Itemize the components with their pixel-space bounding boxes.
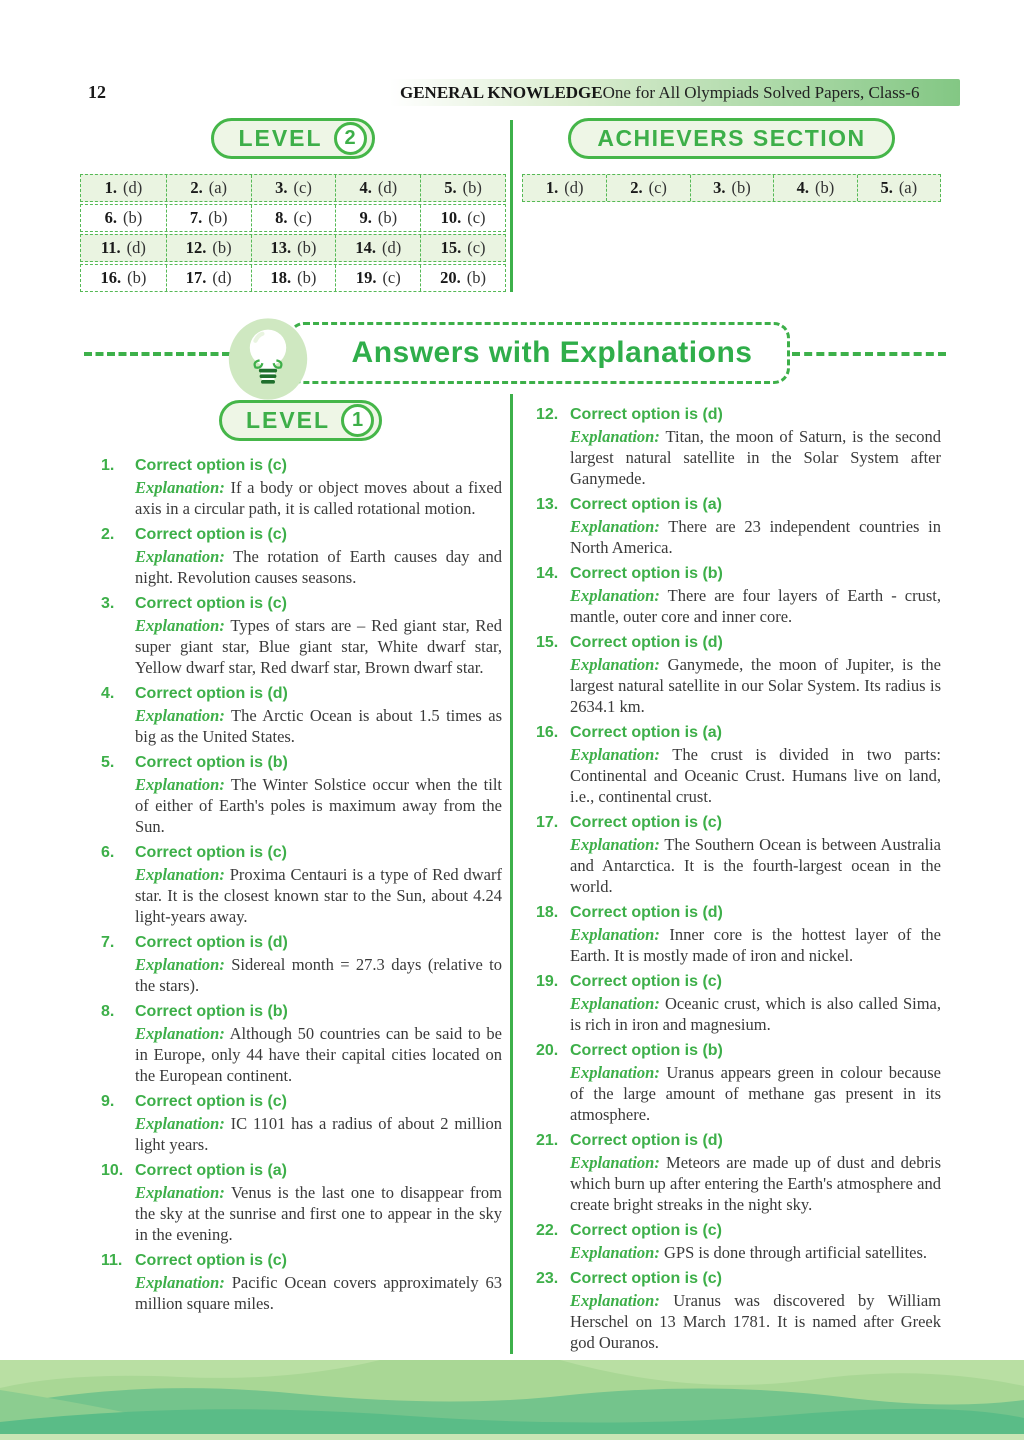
item-number: 14. <box>536 565 559 582</box>
item-number: 19. <box>536 973 559 990</box>
answer-number: 1. <box>104 178 117 197</box>
answer-cell <box>251 175 336 201</box>
item-number: 8. <box>101 1003 115 1020</box>
item-number: 16. <box>536 724 559 741</box>
banner-dash-left <box>84 352 230 356</box>
item-number: 5. <box>101 754 115 771</box>
correct-option-label: Correct option is (c) <box>570 1222 723 1239</box>
achievers-key-column <box>522 118 941 204</box>
answer-letter: (d) <box>126 238 146 257</box>
answer-letter: (d) <box>377 178 398 197</box>
explanation-paragraph <box>135 477 502 519</box>
item-number: 10. <box>101 1162 124 1179</box>
answer-key-row <box>80 174 506 202</box>
achievers-section-badge: ACHIEVERS SECTION <box>568 118 894 159</box>
explanation-paragraph <box>570 834 941 897</box>
answer-cell <box>251 265 336 291</box>
explanation-item <box>99 1091 502 1155</box>
correct-option-label: Correct option is (c) <box>135 457 288 474</box>
answer-letter: (c) <box>467 238 486 257</box>
explanation-paragraph <box>570 426 941 489</box>
column-divider-top <box>510 120 513 292</box>
answer-cell <box>251 205 336 231</box>
explanation-paragraph <box>135 546 502 588</box>
answer-letter: (b) <box>297 268 317 287</box>
explanation-label: Explanation: <box>135 547 225 566</box>
explanation-text: Ganymede, the moon of Jupiter, is the largest natural satellite in our Solar System. Its radius is 2634.1 km. <box>570 655 942 716</box>
correct-option-label: Correct option is (d) <box>570 634 723 651</box>
explanation-label: Explanation: <box>570 1063 660 1082</box>
explanation-text: If a body or object moves about a fixed axis in a circular path, it is called rotational motion. <box>135 478 503 518</box>
answer-letter: (c) <box>467 208 486 227</box>
answer-cell <box>166 175 251 201</box>
answer-number: 2. <box>630 178 643 197</box>
item-number: 6. <box>101 844 115 861</box>
answer-number: 17. <box>185 268 207 287</box>
answer-cell <box>523 175 606 201</box>
answer-letter: (d) <box>564 178 584 197</box>
correct-option-label: Correct option is (d) <box>570 1132 723 1149</box>
answer-cell <box>81 205 166 231</box>
answer-cell <box>81 235 166 261</box>
answer-letter: (b) <box>814 178 835 197</box>
explanation-label: Explanation: <box>570 427 660 446</box>
answer-number: 19. <box>355 268 377 287</box>
explanation-paragraph <box>135 1272 502 1314</box>
explanations-left-column <box>99 400 502 1319</box>
answer-letter: (b) <box>212 238 232 257</box>
explanation-label: Explanation: <box>570 586 660 605</box>
answer-key-row <box>80 234 506 262</box>
explanation-label: Explanation: <box>135 775 225 794</box>
item-number: 18. <box>536 904 559 921</box>
answer-number: 3. <box>275 178 288 197</box>
explanation-text: Pacific Ocean covers approximately 63 million square miles. <box>135 1273 503 1313</box>
correct-option-label: Correct option is (c) <box>135 526 288 543</box>
explanation-label: Explanation: <box>135 865 225 884</box>
item-number: 3. <box>101 595 115 612</box>
lightbulb-icon <box>226 316 310 402</box>
correct-option-label: Correct option is (a) <box>570 724 723 741</box>
explanation-label: Explanation: <box>135 1114 225 1133</box>
explanation-text: GPS is done through artificial satellites. <box>663 1243 928 1262</box>
answer-cell <box>420 175 505 201</box>
explanation-label: Explanation: <box>135 1024 225 1043</box>
answer-number: 15. <box>440 238 462 257</box>
answer-cell <box>335 265 420 291</box>
answer-letter: (b) <box>122 208 143 227</box>
explanation-item <box>534 902 941 966</box>
correct-option-label: Correct option is (c) <box>135 1252 288 1269</box>
explanation-text: Venus is the last one to disappear from the sky at the sunrise and first one to appear in the sky in the evening. <box>135 1183 503 1244</box>
explanation-paragraph <box>570 585 941 627</box>
item-number: 21. <box>536 1132 559 1149</box>
correct-option-label: Correct option is (c) <box>570 1270 723 1287</box>
explanation-paragraph <box>135 615 502 678</box>
explanation-paragraph <box>570 1242 941 1263</box>
answer-letter: (b) <box>462 178 482 197</box>
answer-cell <box>166 265 251 291</box>
item-number: 2. <box>101 526 115 543</box>
answer-number: 1. <box>545 178 559 197</box>
header-title-rest: One for All Olympiads Solved Papers, Class-6 <box>602 82 920 102</box>
explanation-item <box>99 1160 502 1245</box>
answer-letter: (d) <box>122 178 143 197</box>
banner-dash-right <box>792 352 946 356</box>
answer-letter: (b) <box>731 178 751 197</box>
correct-option-label: Correct option is (b) <box>135 754 288 771</box>
answer-cell <box>606 175 689 201</box>
answer-number: 20. <box>440 268 461 287</box>
answer-letter: (c) <box>293 178 312 197</box>
explanation-item <box>534 722 941 807</box>
explanation-label: Explanation: <box>135 478 225 497</box>
explanation-item <box>534 632 941 717</box>
bottom-wave-decoration <box>0 1360 1024 1440</box>
item-number: 12. <box>536 406 559 423</box>
explanation-paragraph <box>135 1113 502 1155</box>
answer-letter: (d) <box>212 268 232 287</box>
explanation-list <box>534 404 941 1353</box>
answer-number: 4. <box>359 178 372 197</box>
correct-option-label: Correct option is (d) <box>570 406 723 423</box>
explanation-paragraph <box>135 1023 502 1086</box>
answer-number: 18. <box>270 268 292 287</box>
explanation-label: Explanation: <box>135 955 225 974</box>
level-1-badge-label: LEVEL <box>245 407 331 433</box>
explanation-item <box>534 1220 941 1263</box>
explanation-item <box>99 932 502 996</box>
explanation-paragraph <box>570 516 941 558</box>
explanation-paragraph <box>135 774 502 837</box>
explanation-label: Explanation: <box>570 1153 660 1172</box>
level-2-badge <box>211 118 374 159</box>
answer-letter: (c) <box>293 208 312 227</box>
answer-number: 6. <box>104 208 117 227</box>
explanation-text: Types of stars are – Red giant star, Red super giant star, Blue giant star, White dwarf star, Yellow dwarf star, Red dwarf star, Brown dwarf star. <box>135 616 502 677</box>
explanation-label: Explanation: <box>135 616 225 635</box>
answer-cell <box>420 235 505 261</box>
explanation-item <box>99 842 502 927</box>
explanation-text: Uranus appears green in colour because of the large amount of methane gas present in its atmosphere. <box>570 1063 941 1124</box>
answer-number: 12. <box>185 238 207 257</box>
explanation-paragraph <box>135 954 502 996</box>
answer-cell <box>857 175 940 201</box>
explanation-item <box>99 455 502 519</box>
explanation-label: Explanation: <box>570 994 660 1013</box>
item-number: 20. <box>536 1042 559 1059</box>
explanation-label: Explanation: <box>570 925 660 944</box>
answer-key-row <box>80 204 506 232</box>
correct-option-label: Correct option is (c) <box>135 595 288 612</box>
answer-letter: (c) <box>648 178 667 197</box>
explanation-item <box>99 752 502 837</box>
explanation-text: Proxima Centauri is a type of Red dwarf star. It is the closest known star to the Sun, about 4.24 light-years away. <box>135 865 502 926</box>
explanation-text: Titan, the moon of Saturn, is the second largest natural satellite in the Solar System after Ganymede. <box>570 427 942 488</box>
answer-number: 5. <box>880 178 893 197</box>
answer-cell <box>81 265 166 291</box>
answer-number: 14. <box>355 238 376 257</box>
explanation-label: Explanation: <box>570 1291 660 1310</box>
explanation-paragraph <box>135 864 502 927</box>
explanation-paragraph <box>135 705 502 747</box>
correct-option-label: Correct option is (c) <box>135 1093 288 1110</box>
level-2-badge-number: 2 <box>334 122 367 155</box>
header-title-bold: GENERAL KNOWLEDGE <box>400 82 603 102</box>
answer-cell <box>773 175 856 201</box>
explanation-paragraph <box>570 924 941 966</box>
answer-letter: (a) <box>898 178 918 197</box>
correct-option-label: Correct option is (c) <box>135 844 288 861</box>
explanation-paragraph <box>570 744 941 807</box>
correct-option-label: Correct option is (a) <box>570 496 723 513</box>
answer-letter: (b) <box>377 208 398 227</box>
item-number: 13. <box>536 496 559 513</box>
answer-cell <box>81 175 166 201</box>
explanation-item <box>534 1040 941 1125</box>
explanation-item <box>534 404 941 489</box>
answer-number: 5. <box>444 178 457 197</box>
answer-cell <box>335 205 420 231</box>
answer-cell <box>251 235 336 261</box>
answer-number: 9. <box>359 208 372 227</box>
explanation-item <box>534 563 941 627</box>
page-number: 12 <box>88 82 106 102</box>
item-number: 1. <box>101 457 115 474</box>
level-1-badge-number: 1 <box>341 404 374 437</box>
answer-cell <box>420 205 505 231</box>
explanation-text: The rotation of Earth causes day and night. Revolution causes seasons. <box>135 547 502 587</box>
explanation-text: Uranus was discovered by William Herschel on 13 March 1781. It is named after Greek god Ouranos. <box>570 1291 942 1352</box>
correct-option-label: Correct option is (d) <box>135 685 288 702</box>
explanation-text: Although 50 countries can be said to be in Europe, only 44 have their capital cities located on the European continent. <box>135 1024 502 1085</box>
level-2-badge-label: LEVEL <box>238 125 323 151</box>
answer-letter: (b) <box>127 268 147 287</box>
explanation-label: Explanation: <box>570 745 660 764</box>
item-number: 11. <box>101 1252 123 1269</box>
answer-number: 3. <box>713 178 726 197</box>
explanation-item <box>99 593 502 678</box>
answer-number: 7. <box>189 208 203 227</box>
explanation-item <box>99 1001 502 1086</box>
explanation-text: Inner core is the hottest layer of the Earth. It is mostly made of iron and nickel. <box>570 925 942 965</box>
answer-cell <box>335 175 420 201</box>
explanation-paragraph <box>570 1290 941 1353</box>
answer-number: 4. <box>796 178 809 197</box>
explanation-label: Explanation: <box>570 1243 660 1262</box>
explanations-right-column <box>534 404 941 1358</box>
answer-key-row <box>80 264 506 292</box>
level-2-key-column <box>80 118 506 294</box>
explanation-paragraph <box>570 1152 941 1215</box>
explanation-text: The crust is divided in two parts: Continental and Oceanic Crust. Humans live on land, i.e., continental crust. <box>570 745 942 806</box>
correct-option-label: Correct option is (d) <box>135 934 288 951</box>
answer-key-section <box>0 118 1024 294</box>
answer-letter: (c) <box>382 268 401 287</box>
banner-title: Answers with Explanations <box>351 336 753 369</box>
explanation-text: IC 1101 has a radius of about 2 million light years. <box>135 1114 502 1154</box>
explanation-text: Oceanic crust, which is also called Sima, is rich in iron and magnesium. <box>570 994 941 1034</box>
answer-number: 8. <box>275 208 288 227</box>
explanation-label: Explanation: <box>570 835 660 854</box>
explanation-text: There are four layers of Earth - crust, mantle, outer core and inner core. <box>570 586 942 626</box>
explanation-item <box>534 1130 941 1215</box>
explanation-item <box>534 1268 941 1353</box>
answer-number: 13. <box>270 238 292 257</box>
answers-banner <box>0 316 1024 388</box>
item-number: 9. <box>101 1093 115 1110</box>
answer-cell <box>420 265 505 291</box>
explanation-text: Sidereal month = 27.3 days (relative to the stars). <box>135 955 503 995</box>
explanation-label: Explanation: <box>135 706 225 725</box>
explanation-label: Explanation: <box>570 517 660 536</box>
explanation-item <box>99 1250 502 1314</box>
correct-option-label: Correct option is (b) <box>570 1042 723 1059</box>
running-header <box>390 79 960 106</box>
explanation-text: The Southern Ocean is between Australia and Antarctica. It is the fourth-largest ocean in the world. <box>570 835 942 896</box>
item-number: 22. <box>536 1222 559 1239</box>
answer-letter: (a) <box>208 178 228 197</box>
answer-letter: (d) <box>381 238 402 257</box>
answer-cell <box>166 235 251 261</box>
explanation-text: The Arctic Ocean is about 1.5 times as big as the United States. <box>135 706 503 746</box>
item-number: 7. <box>101 934 115 951</box>
answer-cell <box>690 175 773 201</box>
explanation-label: Explanation: <box>570 655 660 674</box>
correct-option-label: Correct option is (b) <box>570 565 723 582</box>
answer-number: 10. <box>440 208 462 227</box>
explanation-paragraph <box>135 1182 502 1245</box>
explanation-item <box>534 971 941 1035</box>
banner-box <box>288 322 790 384</box>
answer-key-row <box>522 174 941 202</box>
explanation-text: There are 23 independent countries in North America. <box>570 517 941 557</box>
answer-letter: (b) <box>297 238 317 257</box>
explanation-text: Meteors are made up of dust and debris which burn up after entering the Earth's atmosphere and create bright streaks in the night sky. <box>570 1153 942 1214</box>
correct-option-label: Correct option is (c) <box>570 973 723 990</box>
level-1-badge <box>219 400 382 441</box>
item-number: 17. <box>536 814 559 831</box>
item-number: 15. <box>536 634 559 651</box>
explanation-paragraph <box>570 654 941 717</box>
explanation-text: The Winter Solstice occur when the tilt of either of Earth's poles is maximum away from the Sun. <box>135 775 502 836</box>
explanation-label: Explanation: <box>135 1273 225 1292</box>
explanation-item <box>99 683 502 747</box>
answer-cell <box>166 205 251 231</box>
explanation-label: Explanation: <box>135 1183 225 1202</box>
column-divider-main <box>510 394 513 1354</box>
explanation-paragraph <box>570 1062 941 1125</box>
correct-option-label: Correct option is (c) <box>570 814 723 831</box>
answer-number: 11. <box>100 238 121 257</box>
answer-letter: (b) <box>466 268 487 287</box>
answer-number: 2. <box>190 178 203 197</box>
correct-option-label: Correct option is (b) <box>135 1003 288 1020</box>
explanation-list <box>99 455 502 1314</box>
explanation-item <box>99 524 502 588</box>
answer-number: 16. <box>100 268 122 287</box>
item-number: 23. <box>536 1270 559 1287</box>
explanation-item <box>534 494 941 558</box>
answer-letter: (b) <box>208 208 228 227</box>
answer-cell <box>335 235 420 261</box>
explanation-item <box>534 812 941 897</box>
item-number: 4. <box>101 685 115 702</box>
explanation-paragraph <box>570 993 941 1035</box>
correct-option-label: Correct option is (a) <box>135 1162 288 1179</box>
correct-option-label: Correct option is (d) <box>570 904 723 921</box>
